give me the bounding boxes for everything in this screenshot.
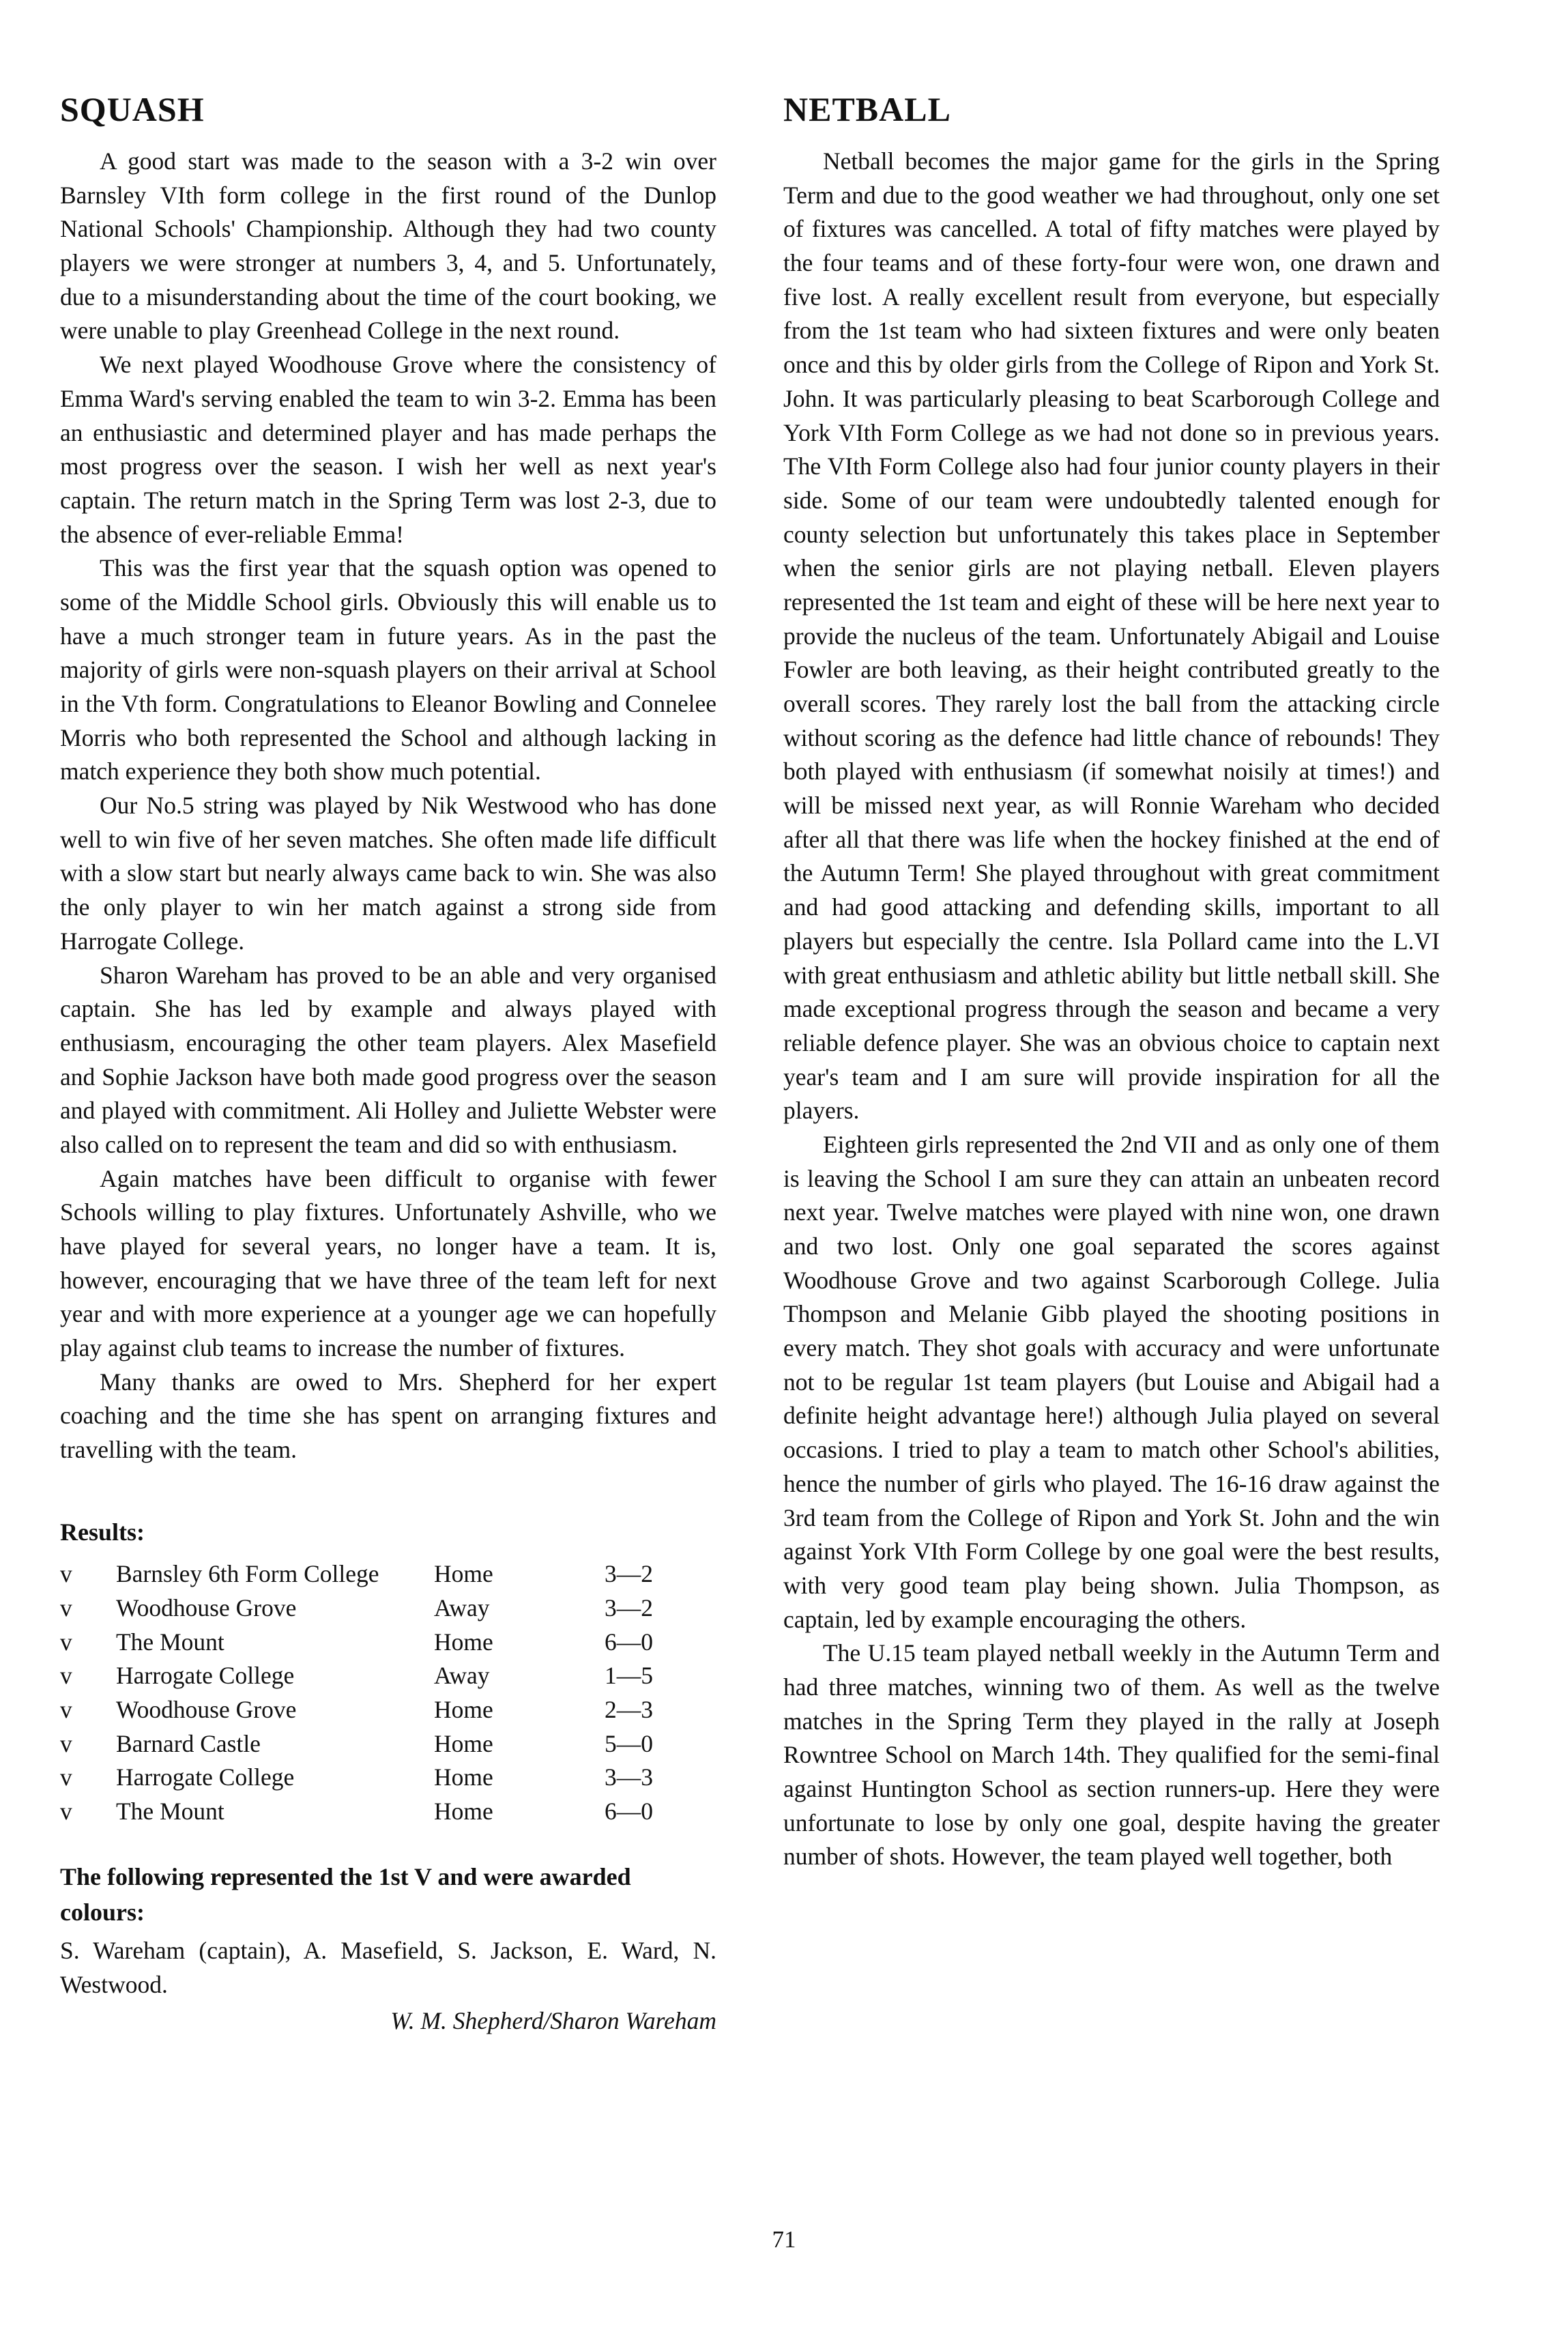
result-venue: Home bbox=[434, 1628, 493, 1656]
squash-paragraph: We next played Woodhouse Grove where the consistency of Emma Ward's serving enabled the team to win 3-2. Emma has been an enthusiastic and determined player and has made perhaps the most progress over the season. I wish her well as next year's captain. The return match in the Spring Term was lost 2-3, due to the absence of ever-reliable Emma! bbox=[60, 351, 716, 548]
result-venue: Home bbox=[434, 1729, 493, 1757]
result-versus: v bbox=[60, 1560, 72, 1588]
result-row bbox=[60, 1659, 680, 1693]
result-opponent: Harrogate College bbox=[116, 1662, 295, 1690]
results-heading: Results: bbox=[60, 1518, 145, 1546]
result-opponent: The Mount bbox=[116, 1628, 224, 1656]
squash-paragraph: Sharon Wareham has proved to be an able and very organised captain. She has led by example and always played with enthusiasm, encouraging the other team players. Alex Masefield and Sophie Jackson have both made good progress over the season and played with commitment. Ali Holley and Juliette Webster were also called on to represent the team and did so with enthusiasm. bbox=[60, 961, 716, 1158]
squash-paragraph: Many thanks are owed to Mrs. Shepherd for her expert coaching and the time she has spent on arranging fixtures and travelling with the team. bbox=[60, 1368, 716, 1464]
result-opponent: Barnsley 6th Form College bbox=[116, 1560, 379, 1588]
result-row bbox=[60, 1591, 680, 1626]
result-opponent: Barnard Castle bbox=[116, 1729, 261, 1757]
squash-paragraph: A good start was made to the season with a 3-2 win over Barnsley VIth form college in the first round of the Dunlop National Schools' Championship. Although they had two county players we were stronger at numbers 3, 4, and 5. Unfortunately, due to a misunderstanding about the time of the court booking, we were unable to play Greenhead College in the next round. bbox=[60, 147, 716, 345]
result-versus: v bbox=[60, 1798, 72, 1826]
result-opponent: Woodhouse Grove bbox=[116, 1594, 297, 1621]
result-score: 3—3 bbox=[605, 1763, 653, 1791]
result-venue: Home bbox=[434, 1763, 493, 1791]
result-row bbox=[60, 1626, 680, 1660]
squash-column bbox=[60, 89, 716, 2038]
netball-paragraph: The U.15 team played netball weekly in the Autumn Term and had three matches, winning two of them. As well as the twelve matches in the Spring Term they played in the rally at Joseph Rowntree School on March 14th. They qualified for the semi-final against Huntington School as section runners-up. Here they were unfortunate to lose by only one goal, despite having the greater number of shots. However, the team played well together, both bbox=[783, 1639, 1440, 1871]
result-row bbox=[60, 1693, 680, 1727]
netball-title: NETBALL bbox=[783, 90, 951, 128]
result-row bbox=[60, 1795, 680, 1829]
result-score: 6—0 bbox=[605, 1628, 653, 1656]
result-versus: v bbox=[60, 1662, 72, 1690]
squash-paragraph: This was the first year that the squash option was opened to some of the Middle School girls. Obviously this will enable us to have a much stronger team in future years. As in the past the majority of girls were non-squash players on their arrival at School in the Vth form. Congratulations to Eleanor Bowling and Connelee Morris who both represented the School and although lacking in match experience they both show much potential. bbox=[60, 554, 716, 785]
page-number: 71 bbox=[772, 2226, 796, 2253]
result-row bbox=[60, 1557, 680, 1591]
netball-paragraph: Netball becomes the major game for the girls in the Spring Term and due to the good weather we had throughout, only one set of fixtures was cancelled. A total of fifty matches were played by the four teams and of these forty-four were won, one drawn and five lost. A really excellent result from everyone, but especially from the 1st team who had sixteen fixtures and were only beaten once and this by older girls from the College of Ripon and York St. John. It was particularly pleasing to beat Scarborough College and York VIth Form College as we had not done so in previous years. The VIth Form College also had four junior county players in their side. Some of our team were undoubtedly talented enough for county selection but unfortunately this takes place in September when the senior girls are not playing netball. Eleven players represented the 1st team and eight of these will be here next year to provide the nucleus of the team. Unfortunately Abigail and Louise Fowler are both leaving, as their height contributed greatly to the overall scores. They rarely lost the ball from the attacking circle without scoring as the defence had little chance of rebounds! They both played with enthusiasm (if somewhat noisily at times!) and will be missed next year, as will Ronnie Wareham who decided after all that there was life when the hockey finished at the end of the Autumn Term! She played throughout with great commitment and had good attacking and defending skills, important to all players but especially the centre. Isla Pollard came into the L.VI with great enthusiasm and athletic ability but little netball skill. She made exceptional progress through the season and became a very reliable defence player. She was an obvious choice to captain next year's team and I am sure will provide inspiration for all the players. bbox=[783, 147, 1440, 1125]
result-score: 5—0 bbox=[605, 1729, 653, 1757]
result-row bbox=[60, 1761, 680, 1795]
result-versus: v bbox=[60, 1695, 72, 1723]
result-venue: Home bbox=[434, 1798, 493, 1826]
result-venue: Home bbox=[434, 1695, 493, 1723]
colours-list: S. Wareham (captain), A. Masefield, S. Jackson, E. Ward, N. Westwood. bbox=[60, 1937, 716, 1998]
netball-column bbox=[783, 89, 1440, 1874]
result-versus: v bbox=[60, 1594, 72, 1621]
result-score: 2—3 bbox=[605, 1695, 653, 1723]
squash-paragraph: Our No.5 string was played by Nik Westwood who has done well to win five of her seven matches. She often made life difficult with a slow start but nearly always came back to win. She was also the only player to win her match against a strong side from Harrogate College. bbox=[60, 792, 716, 955]
netball-paragraph: Eighteen girls represented the 2nd VII and as only one of them is leaving the School I am sure they can attain an unbeaten record next year. Twelve matches were played with nine won, one drawn and two lost. Only one goal separated the scores against Woodhouse Grove and two against Scarborough College. Julia Thompson and Melanie Gibb played the shooting positions in every match. They shot goals with accuracy and were unfortunate not to be regular 1st team players (but Louise and Abigail had a definite height advantage here!) although Julia played on several occasions. I tried to play a team to match other School's abilities, hence the number of girls who played. The 16-16 draw against the 3rd team from the College of Ripon and York St. John and the win against York VIth Form College by one goal were the best results, with very good team play being shown. Julia Thompson, as captain, led by example encouraging the others. bbox=[783, 1130, 1440, 1633]
result-venue: Away bbox=[434, 1662, 490, 1690]
result-venue: Home bbox=[434, 1560, 493, 1588]
result-versus: v bbox=[60, 1628, 72, 1656]
result-versus: v bbox=[60, 1729, 72, 1757]
colours-heading: The following represented the 1st V and were awarded colours: bbox=[60, 1862, 631, 1926]
result-opponent: Woodhouse Grove bbox=[116, 1695, 297, 1723]
squash-paragraph: Again matches have been difficult to organise with fewer Schools willing to play fixtures. Unfortunately Ashville, who we have played for several years, no longer have a team. It is, however, encouraging that we have three of the team left for next year and with more experience at a younger age we can hopefully play against club teams to increase the number of fixtures. bbox=[60, 1164, 716, 1362]
results-table bbox=[60, 1557, 680, 1829]
result-versus: v bbox=[60, 1763, 72, 1791]
result-opponent: The Mount bbox=[116, 1798, 224, 1826]
result-opponent: Harrogate College bbox=[116, 1763, 295, 1791]
result-score: 3—2 bbox=[605, 1560, 653, 1588]
result-score: 6—0 bbox=[605, 1798, 653, 1826]
squash-title: SQUASH bbox=[60, 90, 205, 128]
result-venue: Away bbox=[434, 1594, 490, 1621]
result-score: 1—5 bbox=[605, 1662, 653, 1690]
result-score: 3—2 bbox=[605, 1594, 653, 1621]
result-row bbox=[60, 1727, 680, 1761]
author-signature: W. M. Shepherd/Sharon Wareham bbox=[390, 2007, 716, 2035]
